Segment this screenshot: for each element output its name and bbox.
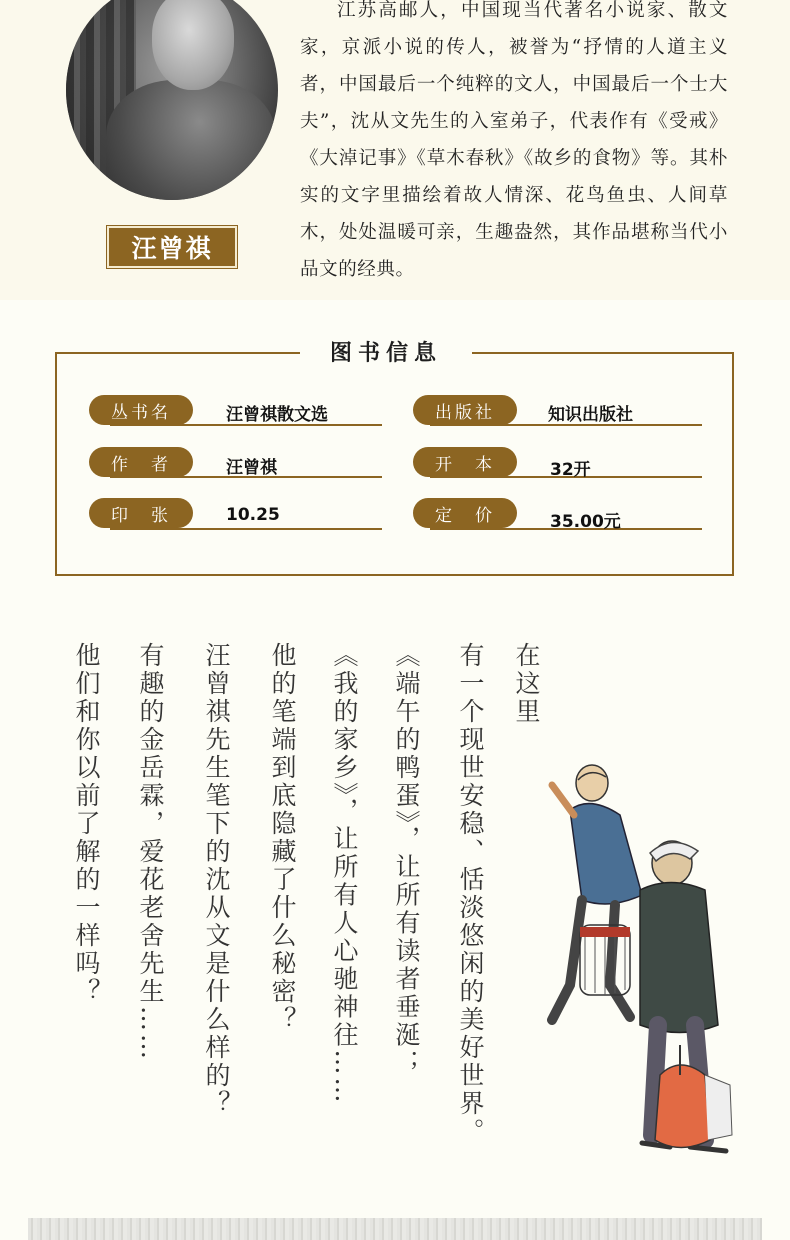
info-label: 作 者 bbox=[89, 447, 193, 477]
info-value: 知识出版社 bbox=[548, 405, 633, 425]
info-value: 32开 bbox=[550, 460, 591, 480]
bottom-divider-strip bbox=[28, 1218, 762, 1240]
vertical-line-6: 汪曾祺先生笔下的沈从文是什么样的？ bbox=[202, 642, 231, 1118]
vertical-line-7: 有趣的金岳霖，爱花老舍先生…… bbox=[136, 642, 165, 1062]
info-value: 汪曾祺 bbox=[226, 458, 277, 478]
man-with-red-cage bbox=[640, 841, 732, 1151]
vertical-line-5: 他的笔端到底隐藏了什么秘密？ bbox=[268, 642, 297, 1034]
row-rule bbox=[110, 528, 382, 530]
vertical-line-3: 《端午的鸭蛋》，让所有读者垂涎； bbox=[392, 642, 421, 1078]
info-label: 出版社 bbox=[413, 395, 517, 425]
author-section bbox=[0, 0, 790, 300]
author-portrait bbox=[66, 0, 278, 200]
info-label: 定 价 bbox=[413, 498, 517, 528]
author-bio bbox=[300, 0, 728, 288]
vertical-line-1: 在这里 bbox=[512, 642, 541, 726]
author-bio-text: 江苏高邮人，中国现当代著名小说家、散文家，京派小说的传人，被誉为“抒情的人道主义者，中国最后一个纯粹的文人，中国最后一个士大夫”，沈从文先生的入室弟子，代表作有《受戒》《大淖记事》《草木春秋》《故乡的食物》等。其朴实的文字里描绘着故人情深、花鸟鱼虫、人间草木，处处温暖可亲，生趣盎然，其作品堪称当代小品文的经典。 bbox=[300, 0, 728, 280]
info-value: 10.25 bbox=[226, 505, 280, 525]
portrait-face bbox=[152, 0, 234, 90]
vertical-line-2: 有一个现世安稳、恬淡悠闲的美好世界。 bbox=[456, 642, 485, 1146]
book-info-title: 图书信息 bbox=[300, 336, 472, 370]
man-with-birdcage bbox=[552, 765, 642, 1020]
vertical-line-4: 《我的家乡》，让所有人心驰神往…… bbox=[330, 642, 359, 1106]
info-label: 开 本 bbox=[413, 447, 517, 477]
portrait-body bbox=[106, 80, 276, 200]
info-value: 35.00元 bbox=[550, 512, 621, 532]
info-label: 丛书名 bbox=[89, 395, 193, 425]
vertical-line-8: 他们和你以前了解的一样吗？ bbox=[72, 642, 101, 1006]
ink-sketch-illustration bbox=[530, 755, 760, 1175]
author-name-badge: 汪曾祺 bbox=[107, 226, 237, 268]
info-label: 印 张 bbox=[89, 498, 193, 528]
info-value: 汪曾祺散文选 bbox=[226, 405, 328, 425]
